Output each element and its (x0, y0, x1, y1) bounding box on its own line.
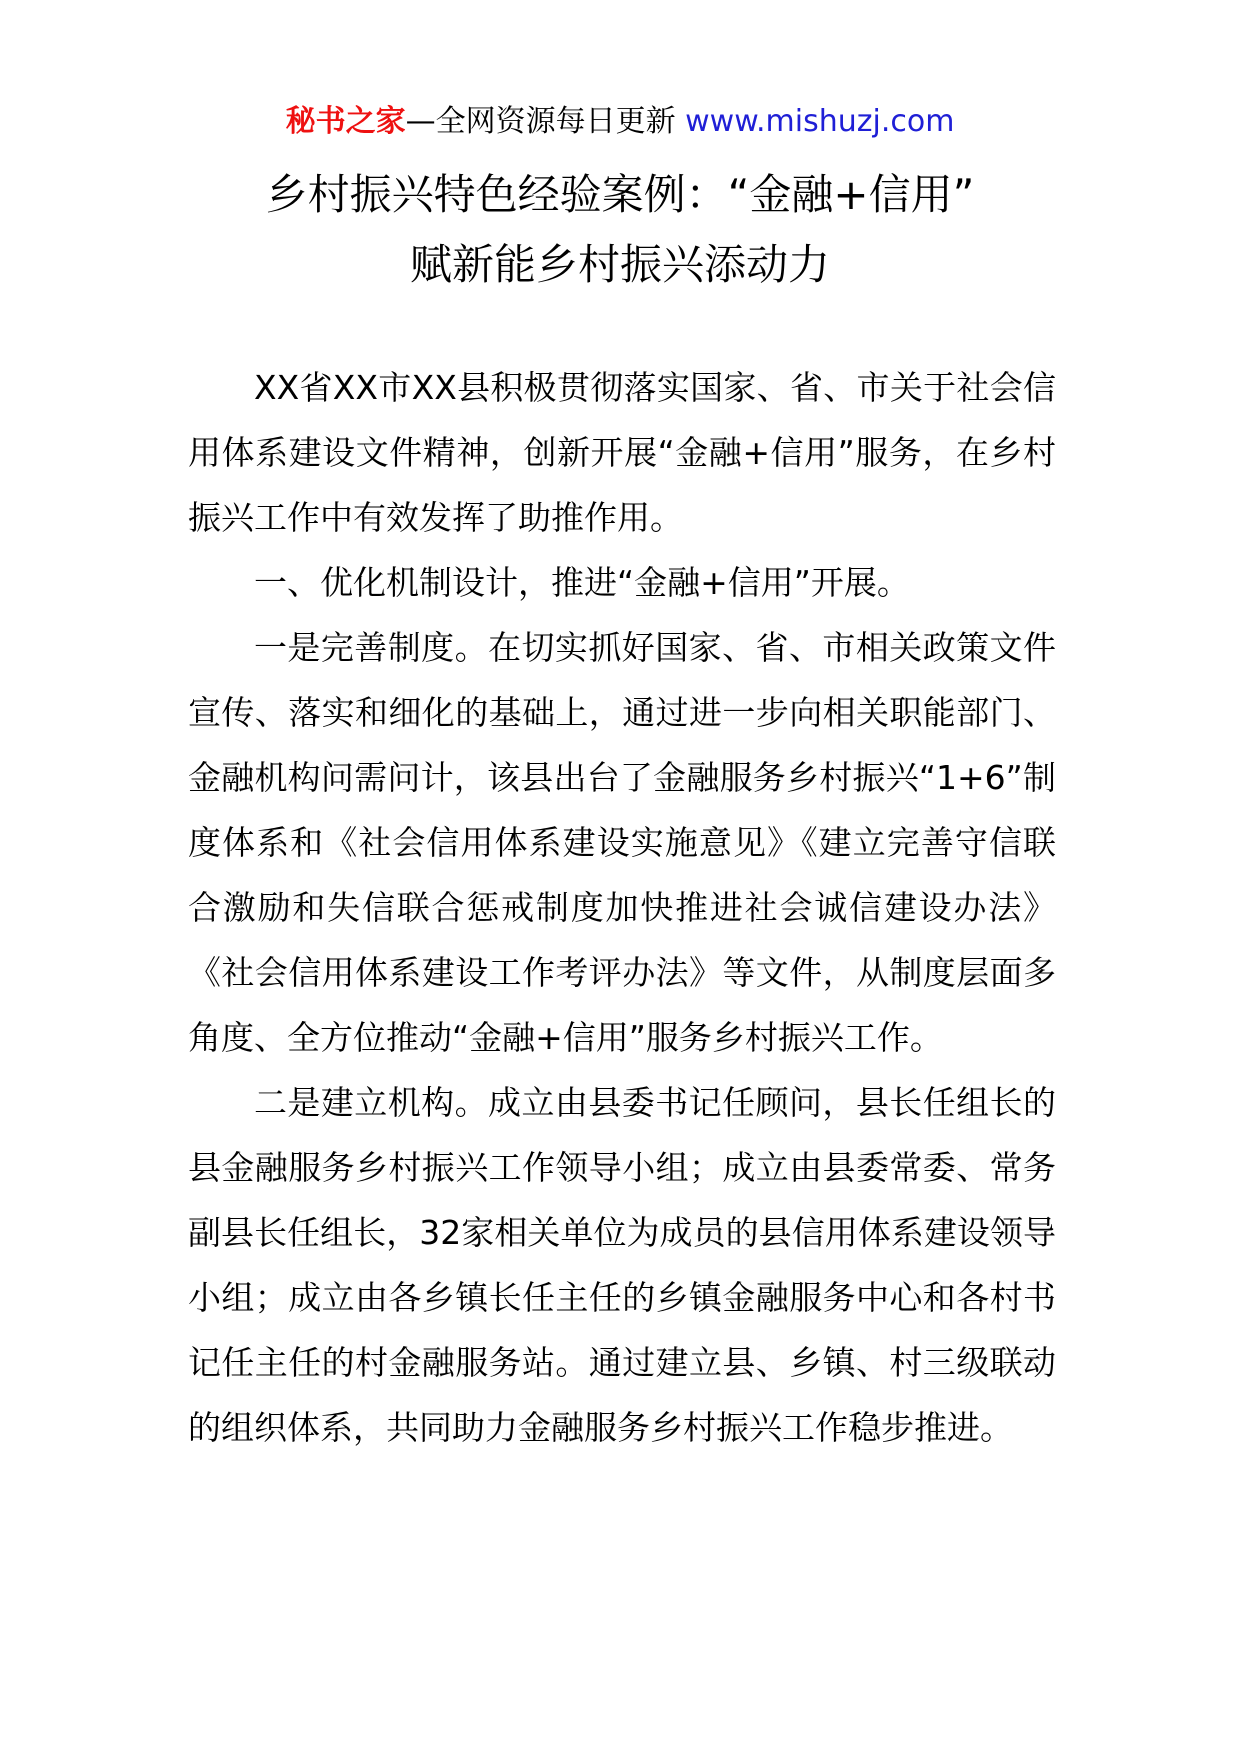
paragraph-organization: 二是建立机构。成立由县委书记任顾问，县长任组长的县金融服务乡村振兴工作领导小组；成立由县委常委、常务副县长任组长，32家相关单位为成员的县信用体系建设领导小组；成立由各乡镇长任主任的乡镇金融服务中心和各村书记任主任的村金融服务站。通过建立县、乡镇、村三级联动的组织体系，共同助力金融服务乡村振兴工作稳步推进。 (188, 1083, 1056, 1447)
site-slogan: —全网资源每日更新 (405, 104, 686, 139)
site-brand: 秘书之家 (285, 104, 406, 139)
title-line-1: 乡村振兴特色经验案例：“金融+信用” (265, 170, 975, 219)
document-body (188, 355, 1056, 1460)
section-heading-1: 一、优化机制设计，推进“金融+信用”开展。 (254, 563, 910, 602)
paragraph-system: 一是完善制度。在切实抓好国家、省、市相关政策文件宣传、落实和细化的基础上，通过进一步向相关职能部门、金融机构问需问计，该县出台了金融服务乡村振兴“1+6”制度体系和《社会信用体系建设实施意见》《建立完善守信联合激励和失信联合惩戒制度加快推进社会诚信建设办法》《社会信用体系建设工作考评办法》等文件，从制度层面多角度、全方位推动“金融+信用”服务乡村振兴工作。 (188, 628, 1056, 1057)
document-title (0, 160, 1240, 300)
title-line-2: 赋新能乡村振兴添动力 (409, 240, 830, 289)
site-url-link[interactable]: www.mishuzj.com (685, 104, 955, 139)
site-header (0, 100, 1240, 144)
paragraph-intro: XX省XX市XX县积极贯彻落实国家、省、市关于社会信用体系建设文件精神，创新开展“金融+信用”服务，在乡村振兴工作中有效发挥了助推作用。 (188, 368, 1056, 537)
